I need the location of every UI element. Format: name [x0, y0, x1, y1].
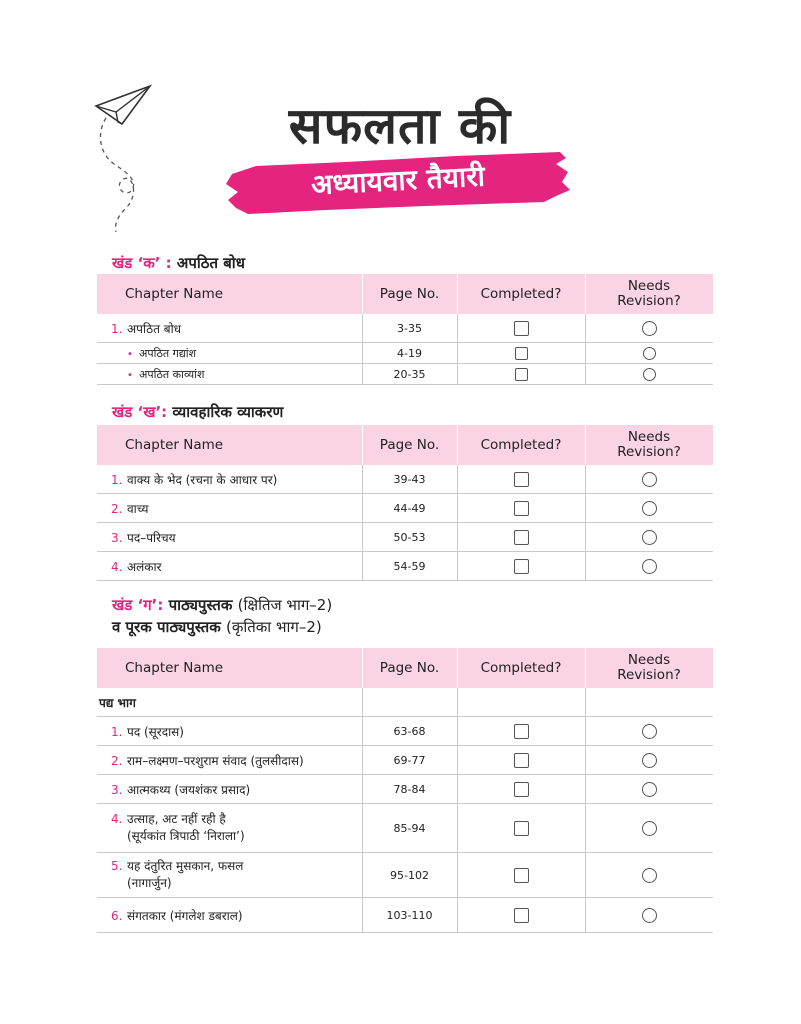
- revision-radio[interactable]: [642, 472, 657, 487]
- section-heading-ga: [112, 595, 332, 615]
- completed-checkbox[interactable]: [514, 782, 529, 797]
- page-subtitle: अध्यायवार तैयारी: [310, 159, 486, 202]
- completed-checkbox[interactable]: [514, 472, 529, 487]
- page-no: 95-102: [362, 853, 457, 898]
- chapter-table-kha: [97, 425, 714, 581]
- col-completed: Completed?: [457, 425, 585, 465]
- table-row: [97, 717, 713, 746]
- table-row: [97, 343, 713, 364]
- section-prefix: खंड ‘ग’:: [112, 596, 164, 614]
- page-no: 69-77: [362, 746, 457, 775]
- table-row: [97, 853, 713, 898]
- completed-checkbox[interactable]: [514, 821, 529, 836]
- table-header: [97, 274, 713, 314]
- table-row: [97, 314, 713, 343]
- revision-radio[interactable]: [642, 782, 657, 797]
- completed-checkbox[interactable]: [514, 724, 529, 739]
- completed-checkbox[interactable]: [514, 559, 529, 574]
- section-title-2-note: (कृतिका भाग–2): [225, 618, 322, 636]
- chapter-table-ga: [97, 648, 714, 933]
- revision-radio[interactable]: [643, 368, 656, 381]
- page-title: सफलता की: [288, 97, 512, 155]
- table-header: [97, 425, 713, 465]
- chapter-name: 4. उत्साह, अट नहीं रही है (सूर्यकांत त्रिपाठी ‘निराला’): [97, 804, 362, 853]
- group-row: [97, 688, 713, 717]
- chapter-name: 1. वाक्य के भेद (रचना के आधार पर): [97, 465, 362, 494]
- section-heading-ga-line2: [112, 617, 322, 637]
- chapter-name: 3. पद–परिचय: [97, 523, 362, 552]
- chapter-name: 4. अलंकार: [97, 552, 362, 581]
- section-title: पाठ्यपुस्तक: [168, 596, 233, 614]
- page-no: 39-43: [362, 465, 457, 494]
- table-row: [97, 746, 713, 775]
- page-no: 85-94: [362, 804, 457, 853]
- paper-plane-icon: [92, 84, 154, 234]
- table-row: [97, 552, 713, 581]
- table-row: [97, 494, 713, 523]
- section-heading-kha: [112, 402, 283, 422]
- section-title-2: व पूरक पाठ्यपुस्तक: [112, 618, 221, 636]
- page-no: 20-35: [362, 364, 457, 385]
- col-needs-revision: Needs Revision?: [585, 425, 713, 465]
- page-no: 4-19: [362, 343, 457, 364]
- page-no: 3-35: [362, 314, 457, 343]
- table-row: [97, 523, 713, 552]
- chapter-name: 2. वाच्य: [97, 494, 362, 523]
- revision-radio[interactable]: [642, 724, 657, 739]
- chapter-name: 5. यह दंतुरित मुसकान, फसल (नागार्जुन): [97, 853, 362, 898]
- section-prefix: खंड ‘ख’:: [112, 403, 168, 421]
- revision-radio[interactable]: [642, 559, 657, 574]
- col-needs-revision: Needs Revision?: [585, 648, 713, 688]
- col-page-no: Page No.: [362, 648, 457, 688]
- chapter-name: 1. पद (सूरदास): [97, 717, 362, 746]
- chapter-name: 3. आत्मकथ्य (जयशंकर प्रसाद): [97, 775, 362, 804]
- table-header: [97, 648, 713, 688]
- completed-checkbox[interactable]: [515, 368, 528, 381]
- col-completed: Completed?: [457, 648, 585, 688]
- col-completed: Completed?: [457, 274, 585, 314]
- completed-checkbox[interactable]: [514, 868, 529, 883]
- chapter-name: 6. संगतकार (मंगलेश डबराल): [97, 898, 362, 933]
- table-row: [97, 898, 713, 933]
- section-title: अपठित बोध: [176, 254, 245, 272]
- chapter-name: 2. राम–लक्ष्मण–परशुराम संवाद (तुलसीदास): [97, 746, 362, 775]
- col-needs-revision: Needs Revision?: [585, 274, 713, 314]
- section-title-note: (क्षितिज भाग–2): [237, 596, 333, 614]
- revision-radio[interactable]: [642, 753, 657, 768]
- chapter-name: • अपठित गद्यांश: [97, 343, 362, 364]
- chapter-name: • अपठित काव्यांश: [97, 364, 362, 385]
- col-page-no: Page No.: [362, 425, 457, 465]
- col-page-no: Page No.: [362, 274, 457, 314]
- completed-checkbox[interactable]: [514, 908, 529, 923]
- page-no: 54-59: [362, 552, 457, 581]
- page-no: 78-84: [362, 775, 457, 804]
- revision-radio[interactable]: [642, 821, 657, 836]
- section-prefix: खंड ‘क’ :: [112, 254, 172, 272]
- page-no: 63-68: [362, 717, 457, 746]
- completed-checkbox[interactable]: [514, 501, 529, 516]
- col-chapter-name: Chapter Name: [97, 425, 362, 465]
- table-row: [97, 804, 713, 853]
- col-chapter-name: Chapter Name: [97, 648, 362, 688]
- completed-checkbox[interactable]: [514, 530, 529, 545]
- col-chapter-name: Chapter Name: [97, 274, 362, 314]
- revision-radio[interactable]: [643, 347, 656, 360]
- table-row: [97, 364, 713, 385]
- revision-radio[interactable]: [642, 321, 657, 336]
- chapter-table-ka: [97, 274, 714, 385]
- section-title: व्यावहारिक व्याकरण: [172, 403, 284, 421]
- completed-checkbox[interactable]: [514, 753, 529, 768]
- page-no: 103-110: [362, 898, 457, 933]
- revision-radio[interactable]: [642, 530, 657, 545]
- completed-checkbox[interactable]: [515, 347, 528, 360]
- section-heading-ka: [112, 253, 245, 273]
- revision-radio[interactable]: [642, 501, 657, 516]
- page-no: 44-49: [362, 494, 457, 523]
- revision-radio[interactable]: [642, 868, 657, 883]
- revision-radio[interactable]: [642, 908, 657, 923]
- group-label: पद्य भाग: [97, 688, 362, 717]
- chapter-name: 1. अपठित बोध: [97, 314, 362, 343]
- table-row: [97, 775, 713, 804]
- page-no: 50-53: [362, 523, 457, 552]
- completed-checkbox[interactable]: [514, 321, 529, 336]
- table-row: [97, 465, 713, 494]
